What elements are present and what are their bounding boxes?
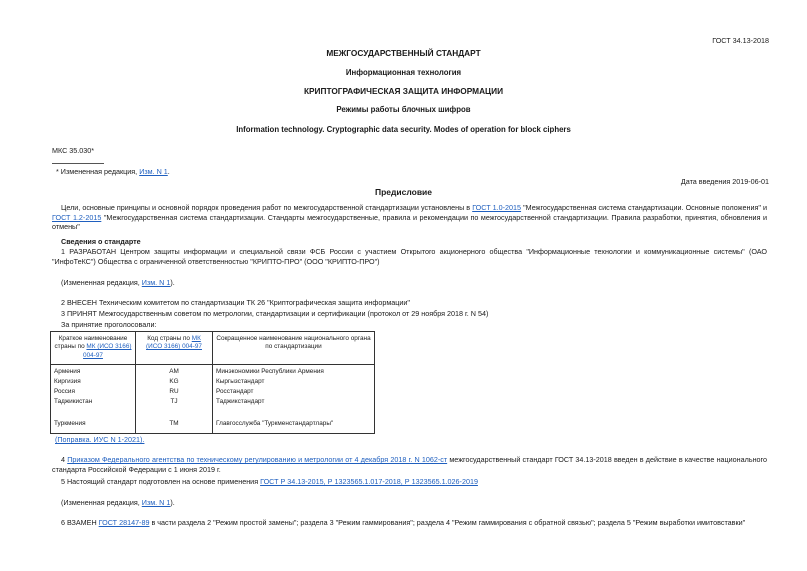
order-link[interactable]: Приказом Федерального агентства по техническому регулированию и метрологии от 4 декабря 2018 г. N 1062-ст bbox=[67, 455, 448, 464]
preface-paragraph-1: Цели, основные принципы и основной порядок проведения работ по межгосударственной стандартизации установлены в ГОСТ 1.0-2015 "Межгосударственная система стандартизации. Основные положения" и ГОСТ 1.2-2015 "Межгосударственная система стандартизации. Стандарты межгосударственные, правила и рекомендации по межгосударственной стандартизации. Правила разработки, принятия, обновления и отмены" bbox=[52, 203, 767, 232]
gost-1-2-link[interactable]: ГОСТ 1.2-2015 bbox=[52, 212, 102, 222]
standard-subtitle: Режимы работы блочных шифров bbox=[336, 105, 471, 114]
table-row: Армения AM Минэкономики Республики Армения bbox=[51, 364, 375, 378]
table-row: Таджикистан TJ Таджикстандарт bbox=[51, 398, 375, 408]
column-header-code: Код страны по МК (ИСО 3166) 004-97 bbox=[136, 332, 213, 365]
item-1-developed: 1 РАЗРАБОТАН Центром защиты информации и специальной связи ФСБ России с участием Открытого акционерного общества "Информационные технологии и коммуникационные системы" (ОАО "ИнфоТеКС") Общества с ограниченной ответственностью "КРИПТО-ПРО" (ООО "КРИПТО-ПРО") bbox=[52, 247, 767, 266]
column-header-country: Краткое наименование страны по МК (ИСО 3166) 004-97 bbox=[51, 332, 136, 365]
gost-28147-link[interactable]: ГОСТ 28147-89 bbox=[98, 518, 150, 527]
revision-note-2: (Измененная редакция, Изм. N 1). bbox=[61, 498, 175, 507]
standard-area: Информационная технология bbox=[345, 68, 462, 77]
footnote: * Измененная редакция, Изм. N 1. bbox=[56, 167, 170, 176]
revision-note-1: (Измененная редакция, Изм. N 1). bbox=[61, 278, 175, 287]
item-3-adopted: 3 ПРИНЯТ Межгосударственным советом по метрологии, стандартизации и сертификации (протокол от 29 ноября 2018 г. N 54) bbox=[61, 309, 489, 318]
amendment-link[interactable]: Изм. N 1 bbox=[139, 167, 168, 176]
mks-code: МКС 35.030* bbox=[52, 146, 95, 155]
amendment-link[interactable]: Изм. N 1 bbox=[141, 278, 171, 287]
item-5-based-on: 5 Настоящий стандарт подготовлен на основе применения ГОСТ Р 34.13-2015, Р 1323565.1.017-2018, Р 1323565.1.026-2019 bbox=[61, 477, 478, 486]
standard-topic: КРИПТОГРАФИЧЕСКАЯ ЗАЩИТА ИНФОРМАЦИИ bbox=[303, 86, 504, 96]
table-row: Киргизия KG Кыргызстандарт bbox=[51, 378, 375, 388]
standard-type: МЕЖГОСУДАРСТВЕННЫЙ СТАНДАРТ bbox=[326, 48, 481, 58]
voting-states-table bbox=[50, 331, 375, 434]
mk-iso-link[interactable]: МК (ИСО 3166) 004-97 bbox=[83, 343, 132, 359]
table-row: Туркмения TM Главгосслужба "Туркменстандартлары" bbox=[51, 420, 375, 434]
column-header-body: Сокращенное наименование национального органа по стандартизации bbox=[213, 332, 375, 365]
mk-iso-link[interactable]: МК (ИСО 3166) 004-97 bbox=[146, 335, 202, 351]
gost-r-34-13-link[interactable]: ГОСТ Р 34.13-2015, Р 1323565.1.017-2018, Р 1323565.1.026-2019 bbox=[260, 477, 478, 486]
info-heading: Сведения о стандарте bbox=[61, 237, 141, 246]
amendment-link[interactable]: Изм. N 1 bbox=[141, 498, 171, 507]
doc-code: ГОСТ 34.13-2018 bbox=[712, 36, 769, 45]
gost-1-0-link[interactable]: ГОСТ 1.0-2015 bbox=[472, 203, 522, 212]
english-title: Information technology. Cryptographic data security. Modes of operation for block ciphers bbox=[236, 125, 571, 134]
item-6-replaces: 6 ВЗАМЕН ГОСТ 28147-89 в части раздела 2 "Режим простой замены"; раздела 3 "Режим гаммирования"; раздела 4 "Режим гаммирования с обратной связью"; раздела 5 "Режим выработки имитовставки" bbox=[61, 518, 746, 527]
footnote-rule bbox=[52, 163, 104, 164]
table-row: Россия RU Росстандарт bbox=[51, 388, 375, 398]
correction-link[interactable]: (Поправка. ИУС N 1-2021). bbox=[55, 435, 145, 444]
table-spacer bbox=[51, 408, 375, 420]
item-2-introduced: 2 ВНЕСЕН Техническим комитетом по стандартизации ТК 26 "Криптографическая защита информации" bbox=[61, 298, 410, 307]
preface-heading: Предисловие bbox=[374, 187, 433, 197]
item-4-order: 4 Приказом Федерального агентства по техническому регулированию и метрологии от 4 декабря 2018 г. N 1062-ст межгосударственный стандарт ГОСТ 34.13-2018 введен в действие в качестве национального стандарта Российской Федерации с 1 июня 2019 г. bbox=[52, 455, 768, 474]
intro-date: Дата введения 2019-06-01 bbox=[680, 177, 769, 186]
voted-label: За принятие проголосовали: bbox=[61, 320, 157, 329]
